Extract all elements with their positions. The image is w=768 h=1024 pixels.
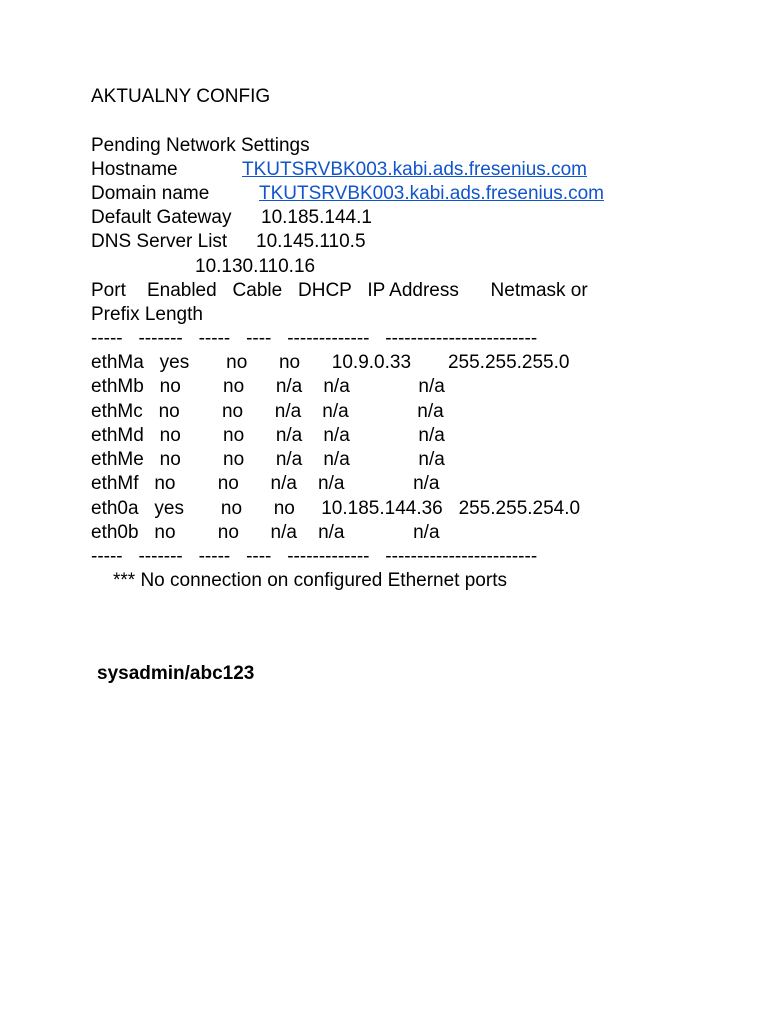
table-row: ethMd no no n/a n/a n/a bbox=[91, 425, 445, 446]
credentials: sysadmin/abc123 bbox=[97, 663, 255, 684]
document-title: AKTUALNY CONFIG bbox=[91, 86, 271, 107]
dns-primary: 10.145.110.5 bbox=[256, 231, 366, 252]
hostname-label: Hostname bbox=[91, 159, 178, 180]
table-footer-separator: ----- ------- ----- ---- ------------- ------------------------ bbox=[91, 546, 538, 567]
table-header: Port Enabled Cable DHCP IP Address Netmask or bbox=[91, 280, 588, 301]
table-row: ethMb no no n/a n/a n/a bbox=[91, 376, 445, 397]
connection-note: *** No connection on configured Ethernet ports bbox=[113, 570, 507, 591]
domain-link[interactable]: TKUTSRVBK003.kabi.ads.fresenius.com bbox=[259, 183, 604, 204]
table-separator: ----- ------- ----- ---- ------------- ------------------------ bbox=[91, 328, 538, 349]
table-row: ethMe no no n/a n/a n/a bbox=[91, 449, 445, 470]
hostname-link[interactable]: TKUTSRVBK003.kabi.ads.fresenius.com bbox=[242, 159, 587, 180]
section-heading: Pending Network Settings bbox=[91, 135, 310, 156]
table-header-cont: Prefix Length bbox=[91, 304, 203, 325]
dns-label: DNS Server List bbox=[91, 231, 228, 252]
dns-secondary: 10.130.110.16 bbox=[195, 256, 316, 277]
domain-label: Domain name bbox=[91, 183, 210, 204]
gateway-value: 10.185.144.1 bbox=[261, 207, 372, 228]
table-row: ethMc no no n/a n/a n/a bbox=[91, 401, 444, 422]
table-row: ethMa yes no no 10.9.0.33 255.255.255.0 bbox=[91, 352, 570, 373]
table-row: eth0b no no n/a n/a n/a bbox=[91, 522, 440, 543]
table-row: eth0a yes no no 10.185.144.36 255.255.254.0 bbox=[91, 498, 581, 519]
gateway-label: Default Gateway bbox=[91, 207, 232, 228]
table-row: ethMf no no n/a n/a n/a bbox=[91, 473, 440, 494]
